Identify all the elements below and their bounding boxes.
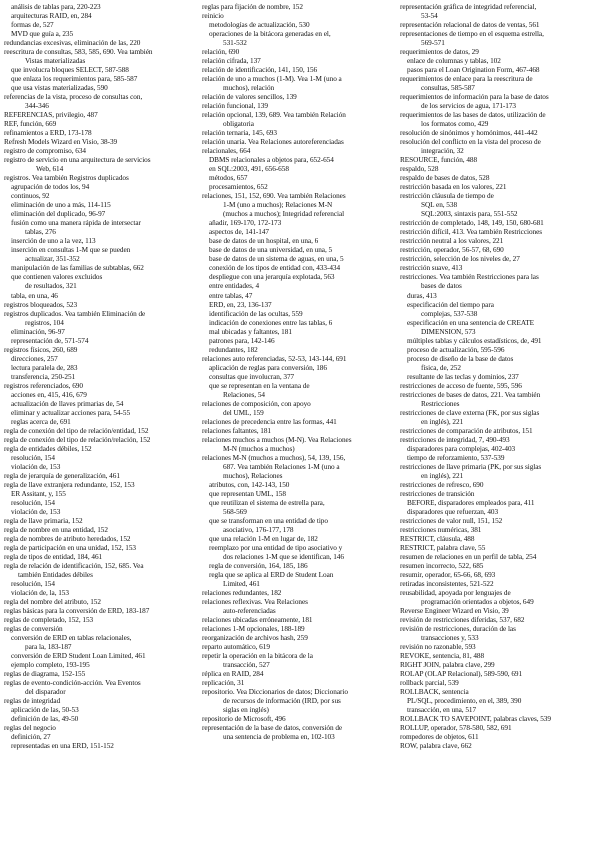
index-entry: restricciones de integridad, 7, 490-493	[400, 435, 510, 444]
index-entry: registro de compromiso, 634	[4, 147, 87, 156]
index-entry: restricción de completado, 148, 149, 150, 680-681	[400, 219, 544, 228]
index-entry: muchos), Relaciones	[223, 471, 283, 480]
index-entry: direcciones, 257	[11, 354, 58, 363]
index-entry: BEFORE, disparadores empleados para, 411	[407, 498, 535, 507]
index-entry: que se transforman en una entidad de tipo	[209, 516, 328, 525]
index-entry: regla de relación de identificación, 152, 685. Vea	[4, 561, 144, 570]
index-entry: 1-M (uno a muchos); Relaciones M-N	[223, 201, 333, 210]
index-entry: arquitecturas RAID, en, 284	[11, 12, 92, 21]
index-entry: especificación del tiempo para	[407, 300, 494, 309]
index-entry: ROW, palabra clave, 662	[400, 742, 472, 751]
index-entry: regla de conversión, 164, 185, 186	[209, 561, 308, 570]
index-entry: consultas que involucran, 377	[209, 372, 295, 381]
index-entry: RIGHT JOIN, palabra clave, 299	[400, 661, 495, 670]
index-entry: de recursos de información (IRD, por sus	[223, 697, 341, 706]
index-entry: continuos, 92	[11, 192, 50, 201]
index-entry: 569-571	[421, 39, 445, 48]
index-entry: eliminación, 96-97	[11, 327, 65, 336]
index-entry: restricciones de clave externa (FK, por sus siglas	[400, 408, 540, 417]
index-entry: resolución de sinónimos y homónimos, 441-442	[400, 129, 538, 138]
index-entry: registros referenciados, 690	[4, 381, 83, 390]
index-entry: ejemplo completo, 193-195	[11, 661, 90, 670]
index-entry: MVD que guía a, 235	[11, 30, 74, 39]
index-entry: acciones en, 415, 416, 679	[11, 390, 87, 399]
index-entry: muchos), relación	[223, 84, 275, 93]
index-entry: bases de datos	[421, 282, 462, 291]
index-entry: regla de nombres de atributo heredados, 152	[4, 534, 131, 543]
index-entry: proceso de diseño de la base de datos	[407, 354, 514, 363]
index-entry: conversión de ERD en tablas relacionales,	[11, 634, 132, 643]
index-entry: restricciones de acceso de fuente, 595, 596	[400, 381, 522, 390]
index-entry: formas de, 527	[11, 21, 54, 30]
index-entry: reglas del negocio	[4, 724, 56, 733]
index-entry: requerimientos de enlace para la reescritura de	[400, 75, 533, 84]
index-entry: reglas de conversión	[4, 625, 63, 634]
index-entry: integración, 32	[421, 147, 464, 156]
index-entry: que representan UML, 158	[209, 489, 286, 498]
index-entry: análisis de tablas para, 220-223	[11, 3, 101, 11]
index-entry: Relaciones, 54	[223, 390, 265, 399]
index-entry: relaciones faltantes, 181	[202, 426, 272, 435]
index-entry: representación gráfica de integridad referencial,	[400, 3, 537, 11]
index-entry: violación de, 153	[11, 462, 61, 471]
index-entry: 53-54	[421, 12, 438, 21]
index-entry: Web, 614	[36, 165, 64, 174]
index-entry: regla que se aplica al ERD de Student Loan	[209, 570, 334, 579]
index-entry: una sentencia de problema en, 102-103	[223, 733, 335, 742]
index-entry: inserción en consultas 1-M que se pueden	[11, 246, 131, 255]
index-entry: ROLLBACK, sentencia	[400, 688, 469, 697]
index-entry: restricción basada en los valores, 221	[400, 183, 507, 192]
index-entry: DBMS relacionales a objetos para, 652-654	[209, 156, 334, 165]
index-entry: 344-346	[25, 102, 49, 111]
index-entry: reglas de evento-condición-acción. Vea Eventos	[4, 679, 141, 688]
index-entry: (muchos a muchos); Integridad referencial	[223, 210, 345, 219]
index-entry: que contienen valores excluidos	[11, 273, 103, 282]
index-entry: mal ubicadas y faltantes, 181	[209, 327, 292, 336]
index-entry: registros. Vea también Registros duplicados	[4, 174, 129, 183]
index-entry: repetir la operación en la bitácora de la	[202, 652, 313, 661]
index-entry: resumen de relaciones en un perfil de tabla, 254	[400, 552, 537, 561]
index-entry: registros físicos, 260, 689	[4, 345, 78, 354]
index-entry: requerimientos de datos, 29	[400, 48, 479, 57]
index-entry: registro de servicio en una arquitectura de servicios	[4, 156, 151, 165]
index-entry: reglas acerca de, 691	[11, 417, 71, 426]
index-entry: reglas para fijación de nombre, 152	[202, 3, 303, 11]
index-entry: disparadores para complejas, 402-403	[407, 444, 516, 453]
index-entry: Refresh Models Wizard en Visio, 38-39	[4, 138, 118, 147]
index-entry: ER Assitant, y, 155	[11, 489, 66, 498]
index-entry: definición, 27	[11, 733, 51, 742]
index-entry: violación de, 153	[11, 507, 61, 516]
index-entry: especificación en una sentencia de CREATE	[407, 318, 534, 327]
index-entry: referencias de la vista, proceso de consultas con,	[4, 93, 143, 102]
index-entry: refinamientos a ERD, 173-178	[4, 129, 92, 138]
index-entry: relación opcional, 139, 689. Vea también Relación	[202, 111, 346, 120]
index-entry: requerimientos de información para la base de datos	[400, 93, 549, 102]
index-entry: regla de conexión del tipo de relación/entidad, 152	[4, 426, 149, 435]
index-entry: REFERENCIAS, privilegio, 487	[4, 111, 98, 120]
index-entry: reinicio	[202, 12, 224, 21]
index-entry: tiempo de reforzamiento, 537-539	[407, 453, 505, 462]
index-entry: redundancias excesivas, eliminación de las, 220	[4, 39, 141, 48]
index-entry: restricción suave, 413	[400, 264, 463, 273]
index-entry: reglas de diagrama, 152-155	[4, 670, 86, 679]
index-entry: restricción difícil, 413. Vea también Restricciones	[400, 228, 543, 237]
index-entry: obligatoria	[223, 120, 254, 129]
index-entry: añadir, 169-170, 172-173	[209, 219, 282, 228]
index-entry: tablas, 276	[25, 228, 56, 237]
index-entry: rollback parcial, 539	[400, 679, 459, 688]
index-entry: física, de, 252	[421, 363, 461, 372]
index-entry: que una relación 1-M en lugar de, 182	[209, 534, 318, 543]
index-entry: relación, 690	[202, 48, 240, 57]
index-entry: relación funcional, 139	[202, 102, 268, 111]
index-entry: restricción neutral a los valores, 221	[400, 237, 504, 246]
index-entry: reparto automático, 619	[202, 643, 270, 652]
index-entry: requerimientos de las bases de datos, utilización de	[400, 111, 546, 120]
index-entry: regla de participación en una unidad, 152, 153	[4, 543, 136, 552]
index-entry: duras, 413	[407, 291, 437, 300]
index-entry: representación relacional de datos de ventas, 561	[400, 21, 540, 30]
index-entry: conexión de los tipos de entidad con, 433-434	[209, 264, 341, 273]
index-entry: representadas en una ERD, 151-152	[11, 742, 114, 751]
index-entry: repositorio. Vea Diccionarios de datos; Diccionario	[202, 688, 348, 697]
index-entry: REVOKE, sentencia, 81, 488	[400, 652, 485, 661]
index-entry: indicación de conexiones entre las tablas, 6	[209, 318, 333, 327]
index-entry: RESTRICT, palabra clave, 55	[400, 543, 486, 552]
index-entry: reglas de integridad	[4, 697, 61, 706]
index-entry: registros bloqueados, 523	[4, 300, 78, 309]
index-column-3	[400, 3, 590, 751]
index-entry: 568-569	[223, 507, 247, 516]
index-entry: ROLLBACK TO SAVEPOINT, palabras claves, 539	[400, 715, 551, 724]
index-entry: revisión de restricciones diferidas, 537, 682	[400, 616, 525, 625]
index-entry: restricciones de bases de datos, 221. Vea también	[400, 390, 541, 399]
index-entry: que usa vistas materializadas, 590	[11, 84, 108, 93]
index-entry: fusión como una manera rápida de intersectar	[11, 219, 141, 228]
index-entry: restricciones numéricas, 381	[400, 525, 482, 534]
index-entry: REF, función, 669	[4, 120, 57, 129]
index-entry: definición de las, 49-50	[11, 715, 79, 724]
index-entry: entre tablas, 47	[209, 291, 253, 300]
index-entry: representación de, 571-574	[11, 336, 89, 345]
index-entry: restricciones de comparación de atributos, 151	[400, 426, 533, 435]
index-entry: resolución, 154	[11, 580, 55, 588]
index-entry: Limited, 461	[223, 580, 260, 588]
index-entry: restricciones de valor null, 151, 152	[400, 516, 503, 525]
index-entry: del UML, 159	[223, 408, 264, 417]
index-entry: RESOURCE, función, 488	[400, 156, 478, 165]
index-entry: en inglés), 221	[421, 417, 464, 426]
index-entry: SQL en, 538	[421, 201, 458, 210]
index-entry: Restricciones	[421, 399, 460, 408]
index-entry: resumir, operador, 65-66, 68, 693	[400, 570, 496, 579]
index-entry: que enlaza los requerimientos para, 585-587	[11, 75, 138, 84]
index-entry: disparadores que refuerzan, 403	[407, 507, 499, 516]
index-entry: enlace de columnas y tablas, 102	[407, 57, 501, 66]
index-entry: respaldo de bases de datos, 528	[400, 174, 490, 183]
index-entry: proceso de actualización, 595-596	[407, 345, 505, 354]
index-entry: Vistas materializadas	[25, 57, 86, 66]
index-entry: reescritura de consultas, 583, 585, 690. Vea también	[4, 48, 153, 57]
index-entry: entre entidades, 4	[209, 282, 260, 291]
index-entry: revisión no razonable, 593	[400, 643, 476, 652]
index-entry: de resultados, 321	[25, 282, 77, 291]
index-entry: aspectos de, 141-147	[209, 228, 270, 237]
index-entry: siglas en inglés)	[223, 706, 269, 715]
index-entry: múltiples tablas y cálculos estadísticos, de, 491	[407, 336, 542, 345]
index-entry: dos relaciones 1-M que se identifican, 146	[223, 552, 344, 561]
index-entry: los formatos como, 429	[421, 120, 489, 129]
index-entry: registros, 104	[25, 318, 64, 327]
index-entry: complejas, 537-538	[421, 309, 478, 318]
index-entry: procesamientos, 652	[209, 183, 268, 192]
index-entry: base de datos de una universidad, en una, 5	[209, 246, 333, 255]
index-entry: violación de, la, 153	[11, 589, 69, 598]
index-entry: rompedores de objetos, 611	[400, 733, 479, 742]
index-entry: ERD, en, 23, 136-137	[209, 300, 272, 309]
index-entry: resultante de las teclas y dominios, 237	[407, 372, 519, 381]
index-entry: relación unaria. Vea Relaciones autoreferenciadas	[202, 138, 344, 147]
index-entry: regla de conexión del tipo de relación/relación, 152	[4, 435, 151, 444]
index-entry: regla de tipos de entidad, 184, 461	[4, 552, 103, 561]
index-entry: transacción, en una, 517	[407, 706, 477, 715]
index-entry: relaciones, 151, 152, 690. Vea también Relaciones	[202, 192, 346, 201]
index-entry: restricciones. Vea también Restricciones para las	[400, 273, 539, 282]
index-entry: agrupación de todos los, 94	[11, 183, 90, 192]
index-entry: métodos, 657	[209, 174, 248, 183]
index-entry: en inglés), 221	[421, 471, 464, 480]
index-entry: relaciones redundantes, 182	[202, 589, 282, 598]
index-entry: relación de uno a muchos (1-M). Vea 1-M (uno a	[202, 75, 342, 84]
index-entry: del disparador	[25, 688, 66, 697]
index-entry: registros duplicados. Vea también Eliminación de	[4, 309, 146, 318]
index-entry: relación cifrada, 137	[202, 57, 261, 66]
index-entry: transacción, 527	[223, 661, 270, 670]
index-entry: ROLLUP, operador, 578-580, 582, 691	[400, 724, 512, 733]
index-entry: restricciones de refresco, 690	[400, 480, 484, 489]
index-entry: asociativo, 176-177, 178	[223, 525, 294, 534]
index-entry: regla del nombre del atributo, 152	[4, 598, 101, 607]
index-entry: regla de nombre en una entidad, 152	[4, 525, 108, 534]
index-entry: restricciones de transición	[400, 489, 475, 498]
index-entry: restricción cláusula de tiempo de	[400, 192, 494, 201]
index-entry: replicación, 31	[202, 679, 245, 688]
index-entry: aplicación de reglas para conversión, 186	[209, 363, 327, 372]
index-entry: despliegue con una jerarquía explotada, 563	[209, 273, 335, 282]
index-entry: retiradas inconsistentes, 521-522	[400, 580, 494, 588]
index-entry: DIMENSION, 573	[421, 327, 476, 336]
index-entry: relaciones de precedencia entre las formas, 441	[202, 417, 337, 426]
index-entry: base de datos de un sistema de aguas, en una, 5	[209, 255, 344, 264]
index-entry: reorganización de archivos hash, 259	[202, 634, 308, 643]
index-entry: patrones para, 142-146	[209, 336, 275, 345]
index-entry: relación ternaria, 145, 693	[202, 129, 277, 138]
index-entry: programación orientados a objetos, 649	[421, 598, 534, 607]
index-entry: representaciones de tiempo en el esquema estrella,	[400, 30, 544, 39]
index-entry: resolución, 154	[11, 453, 55, 462]
index-entry: que se representan en la ventana de	[209, 381, 310, 390]
index-entry: relaciones de composición, con apoyo	[202, 399, 311, 408]
index-entry: que involucra bloques SELECT, 587-588	[11, 66, 129, 75]
index-entry: tabla, en una, 46	[11, 291, 58, 300]
index-entry: reglas básicas para la conversión de ERD, 183-187	[4, 607, 150, 616]
index-entry: repositorio de Microsoft, 496	[202, 715, 286, 724]
index-entry: réplica en RAID, 284	[202, 670, 264, 679]
index-entry: Reverse Engineer Wizard en Visio, 39	[400, 607, 509, 616]
index-entry: consultas, 585-587	[421, 84, 475, 93]
index-entry: metodologías de actualización, 530	[209, 21, 310, 30]
index-entry: eliminación del duplicado, 96-97	[11, 210, 106, 219]
index-entry: de los servicios de agua, 171-173	[421, 102, 516, 111]
index-column-1	[4, 3, 194, 751]
index-entry: atributos, con, 142-143, 150	[209, 480, 290, 489]
index-entry: reemplazo por una entidad de tipo asociativo y	[209, 543, 343, 552]
index-entry: para la, 183-187	[25, 643, 72, 652]
index-entry: regla de llave extranjera redundante, 152, 153	[4, 480, 135, 489]
index-entry: pasos para el Loan Origination Form, 467-468	[407, 66, 540, 75]
index-entry: transacciones y, 533	[421, 634, 479, 643]
index-entry: respaldo, 528	[400, 165, 439, 174]
index-entry: restricción, selección de los niveles de, 27	[400, 255, 520, 264]
index-entry: relación de valores sencillos, 139	[202, 93, 297, 102]
index-column-2	[202, 3, 392, 742]
index-entry: resolución del conflicto en la vista del proceso de	[400, 138, 541, 147]
index-entry: operaciones de la bitácora generadas en el,	[209, 30, 331, 39]
index-entry: regla de jerarquía de generalización, 461	[4, 471, 120, 480]
index-entry: restricciones de llave primaria (PK, por sus siglas	[400, 462, 542, 471]
index-entry: eliminación de uno a más, 114-115	[11, 201, 111, 210]
index-entry: representación de la base de datos, conversión de	[202, 724, 343, 733]
index-entry: transferencia, 250-251	[11, 372, 76, 381]
index-entry: 687. Vea también Relaciones 1-M (uno a	[223, 462, 340, 471]
index-entry: que reutilizan el sistema de estrella para,	[209, 498, 325, 507]
index-entry: eliminar y actualizar acciones para, 54-55	[11, 408, 131, 417]
index-entry: relacionales, 664	[202, 147, 251, 156]
index-entry: lectura paralela de, 283	[11, 363, 78, 372]
index-entry: relaciones 1-M opcionales, 188-189	[202, 625, 305, 634]
index-entry: conversión de ERD Student Loan Limited, 461	[11, 652, 146, 661]
index-entry: relación de identificación, 141, 150, 156	[202, 66, 318, 75]
index-entry: manipulación de las familias de subtablas, 662	[11, 264, 144, 273]
index-entry: M-N (muchos a muchos)	[223, 444, 295, 453]
index-entry: redundantes, 182	[209, 345, 258, 354]
index-entry: relaciones reflexivas. Vea Relaciones	[202, 598, 308, 607]
index-entry: regla de llave primaria, 152	[4, 516, 83, 525]
index-entry: relaciones auto referenciadas, 52-53, 143-144, 691	[202, 354, 347, 363]
index-entry: relaciones M-N (muchos a muchos), 54, 139, 156,	[202, 453, 346, 462]
index-entry: ROLAP (OLAP Relacional), 589-590, 691	[400, 670, 523, 679]
index-entry: actualización de llaves primarias de, 54	[11, 399, 124, 408]
index-entry: aplicación de las, 50-53	[11, 706, 79, 715]
index-entry: también Entidades débiles	[18, 570, 93, 579]
index-entry: 531-532	[223, 39, 247, 48]
index-entry: base de datos de un hospital, en una, 6	[209, 237, 319, 246]
index-entry: revisión de restricciones, duración de las	[400, 625, 516, 634]
index-entry: inserción de uno a la vez, 113	[11, 237, 96, 246]
index-entry: reusabilidad, apoyada por lenguajes de	[400, 589, 511, 598]
index-entry: RESTRICT, cláusula, 488	[400, 534, 475, 543]
index-entry: restricción, operador, 56-57, 68, 690	[400, 246, 504, 255]
index-entry: resumen incorrecto, 522, 685	[400, 561, 484, 570]
index-entry: auto-referenciadas	[223, 607, 276, 616]
index-entry: reglas de completado, 152, 153	[4, 616, 94, 625]
index-entry: PL/SQL, procedimiento, en el, 389, 390	[407, 697, 522, 706]
index-entry: SQL:2003, sintaxis para, 551-552	[421, 210, 518, 219]
index-entry: identificación de las ocultas, 559	[209, 309, 303, 318]
index-entry: relaciones ubicadas erróneamente, 181	[202, 616, 313, 625]
index-entry: actualizar, 351-352	[25, 255, 80, 264]
index-entry: en SQL:2003, 491, 656-658	[209, 165, 289, 174]
index-entry: relaciones muchos a muchos (M-N). Vea Relaciones	[202, 435, 352, 444]
index-entry: regla de entidades débiles, 152	[4, 444, 92, 453]
index-entry: resolución, 154	[11, 498, 55, 507]
